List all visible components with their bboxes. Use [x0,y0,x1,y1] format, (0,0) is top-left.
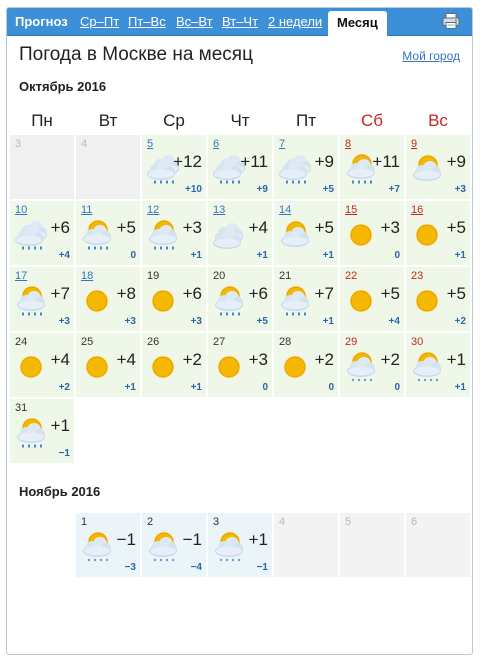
sun-icon [278,350,312,384]
tab-tue-thu[interactable]: Вт–Чт [222,14,259,29]
night-temperature: +1 [190,250,202,261]
day-number: 4 [279,516,286,528]
tab-wed-fri[interactable]: Ср–Пт [80,14,120,29]
weekday-wed: Ср [163,111,185,130]
day-number: 2 [147,516,154,528]
partly-cloudy-icon [278,218,312,252]
partly-cloudy-snow-icon [410,350,444,384]
night-temperature: 0 [130,250,136,261]
day-number: 5 [345,516,352,528]
day-number: 18 [81,270,94,282]
night-temperature: −1 [58,448,70,459]
night-temperature: +2 [454,316,466,327]
night-temperature: −3 [124,562,136,573]
night-temperature: +1 [454,250,466,261]
day-number: 3 [15,138,22,150]
day-cell[interactable] [406,135,470,199]
day-temperature: +5 [380,284,400,303]
day-temperature: +7 [50,284,70,303]
night-temperature: 0 [394,250,400,261]
day-temperature: +5 [116,218,136,237]
october-heading: Октябрь 2016 [19,79,107,94]
day-cell[interactable] [340,135,404,199]
partly-cloudy-rain-icon [14,416,48,450]
day-number: 6 [213,138,220,150]
day-cell[interactable] [274,135,338,199]
day-temperature: +5 [314,218,334,237]
sun-icon [344,218,378,252]
sun-icon [146,350,180,384]
cloudy-light-rain-icon [278,152,312,186]
day-number: 21 [279,270,292,282]
day-number: 24 [15,336,28,348]
night-temperature: 0 [262,382,268,393]
tab-bar [7,8,472,36]
day-number: 23 [411,270,424,282]
night-temperature: +1 [322,316,334,327]
day-cell [406,513,470,577]
tab-month[interactable]: Месяц [328,11,387,36]
day-cell[interactable] [208,513,272,577]
partly-cloudy-icon [410,152,444,186]
night-temperature: 0 [394,382,400,393]
partly-cloudy-rain-icon [14,284,48,318]
day-number: 9 [411,138,418,150]
day-cell[interactable] [274,201,338,265]
day-cell[interactable] [10,333,74,397]
night-temperature: +10 [185,184,202,195]
november-heading: Ноябрь 2016 [19,484,101,499]
weekday-thu: Чт [230,111,250,130]
night-temperature: +1 [190,382,202,393]
night-temperature: +4 [388,316,400,327]
day-cell[interactable] [10,399,74,463]
partly-cloudy-rain-icon [146,218,180,252]
day-cell[interactable] [274,333,338,397]
day-temperature: +3 [380,218,400,237]
weekday-sun: Вс [428,111,448,130]
day-cell[interactable] [76,513,140,577]
night-temperature: +5 [256,316,268,327]
day-temperature: +3 [248,350,268,369]
sun-icon [14,350,48,384]
day-number: 15 [345,204,358,216]
tab-two-weeks[interactable]: 2 недели [268,14,323,29]
day-temperature: +6 [182,284,202,303]
sun-icon [80,350,114,384]
day-temperature: +5 [446,218,466,237]
night-temperature: −4 [190,562,202,573]
day-cell[interactable] [76,201,140,265]
day-temperature: +4 [116,350,136,369]
day-cell[interactable] [76,267,140,331]
night-temperature: +1 [124,382,136,393]
day-temperature: +1 [446,350,466,369]
day-cell[interactable] [10,267,74,331]
day-number: 25 [81,336,94,348]
partly-cloudy-snow-icon [212,530,246,564]
tab-forecast[interactable]: Прогноз [15,14,68,29]
night-temperature: +2 [58,382,70,393]
night-temperature: +3 [124,316,136,327]
day-number: 5 [147,138,154,150]
weekday-fri: Пт [295,111,316,130]
day-number: 1 [81,516,88,528]
tab-fri-sun[interactable]: Пт–Вс [128,14,166,29]
night-temperature: +7 [388,184,400,195]
night-temperature: +3 [190,316,202,327]
partly-cloudy-snow-icon [344,350,378,384]
partly-cloudy-rain-icon [80,218,114,252]
day-temperature: +4 [248,218,268,237]
sun-icon [212,350,246,384]
weekday-sat: Сб [360,111,383,130]
day-cell[interactable] [142,333,206,397]
day-number: 16 [411,204,424,216]
day-cell[interactable] [208,135,272,199]
night-temperature: +1 [454,382,466,393]
day-temperature: +3 [182,218,202,237]
page-title: Погода в Москве на месяц [19,44,253,65]
day-cell [76,135,140,199]
day-number: 27 [213,336,226,348]
day-cell[interactable] [406,267,470,331]
day-cell [274,513,338,577]
day-temperature: −1 [182,530,202,549]
month-forecast-panel [6,7,473,655]
day-temperature: +4 [50,350,70,369]
day-cell[interactable] [10,201,74,265]
day-cell [340,513,404,577]
day-cell[interactable] [208,267,272,331]
day-number: 7 [279,138,286,150]
night-temperature: 0 [328,382,334,393]
day-number: 29 [345,336,358,348]
day-temperature: +8 [116,284,136,303]
partly-cloudy-rain-icon [278,284,312,318]
my-city-link[interactable]: Мой город [402,49,460,63]
day-number: 14 [279,204,292,216]
day-number: 19 [147,270,160,282]
day-temperature: +2 [380,350,400,369]
day-number: 22 [345,270,358,282]
day-number: 28 [279,336,292,348]
day-number: 26 [147,336,160,348]
day-temperature: +12 [173,152,202,171]
day-temperature: +2 [182,350,202,369]
day-number: 3 [213,516,220,528]
night-temperature: +4 [58,250,70,261]
partly-cloudy-snow-icon [146,530,180,564]
sun-icon [146,284,180,318]
day-number: 20 [213,270,226,282]
day-temperature: +2 [314,350,334,369]
day-cell[interactable] [340,267,404,331]
day-number: 31 [15,402,28,414]
day-cell[interactable] [208,333,272,397]
day-temperature: +5 [446,284,466,303]
day-number: 12 [147,204,160,216]
day-cell[interactable] [142,267,206,331]
night-temperature: +1 [256,250,268,261]
day-temperature: +9 [314,152,334,171]
night-temperature: +5 [322,184,334,195]
day-number: 4 [81,138,88,150]
day-number: 13 [213,204,226,216]
day-temperature: +11 [240,152,268,171]
day-number: 6 [411,516,418,528]
night-temperature: +9 [256,184,268,195]
day-cell [10,135,74,199]
day-cell[interactable] [142,513,206,577]
day-temperature: +6 [50,218,70,237]
day-cell[interactable] [142,201,206,265]
day-temperature: −1 [116,530,136,549]
night-temperature: +3 [58,316,70,327]
day-temperature: +7 [314,284,334,303]
day-temperature: +11 [372,152,400,171]
cloudy-icon [212,218,246,252]
night-temperature: +1 [322,250,334,261]
day-cell[interactable] [208,201,272,265]
sun-icon [80,284,114,318]
day-temperature: +9 [446,152,466,171]
sun-icon [344,284,378,318]
partly-cloudy-rain-icon [212,284,246,318]
day-cell[interactable] [76,333,140,397]
sun-icon [410,284,444,318]
partly-cloudy-snow-icon [80,530,114,564]
day-cell[interactable] [274,267,338,331]
night-temperature: −1 [256,562,268,573]
day-cell[interactable] [340,201,404,265]
day-number: 17 [15,270,28,282]
night-temperature: +3 [454,184,466,195]
day-number: 8 [345,138,352,150]
cloudy-light-rain-icon [14,218,48,252]
weekday-mon: Пн [31,111,53,130]
printer-icon[interactable] [442,12,460,30]
day-cell[interactable] [406,201,470,265]
day-cell[interactable] [406,333,470,397]
day-number: 30 [411,336,424,348]
day-temperature: +6 [248,284,268,303]
tab-sun-tue[interactable]: Вс–Вт [176,14,213,29]
weekday-tue: Вт [98,111,118,130]
day-temperature: +1 [50,416,70,435]
day-cell[interactable] [142,135,206,199]
day-cell[interactable] [340,333,404,397]
day-number: 10 [15,204,28,216]
sun-icon [410,218,444,252]
day-number: 11 [81,204,93,216]
day-temperature: +1 [248,530,268,549]
